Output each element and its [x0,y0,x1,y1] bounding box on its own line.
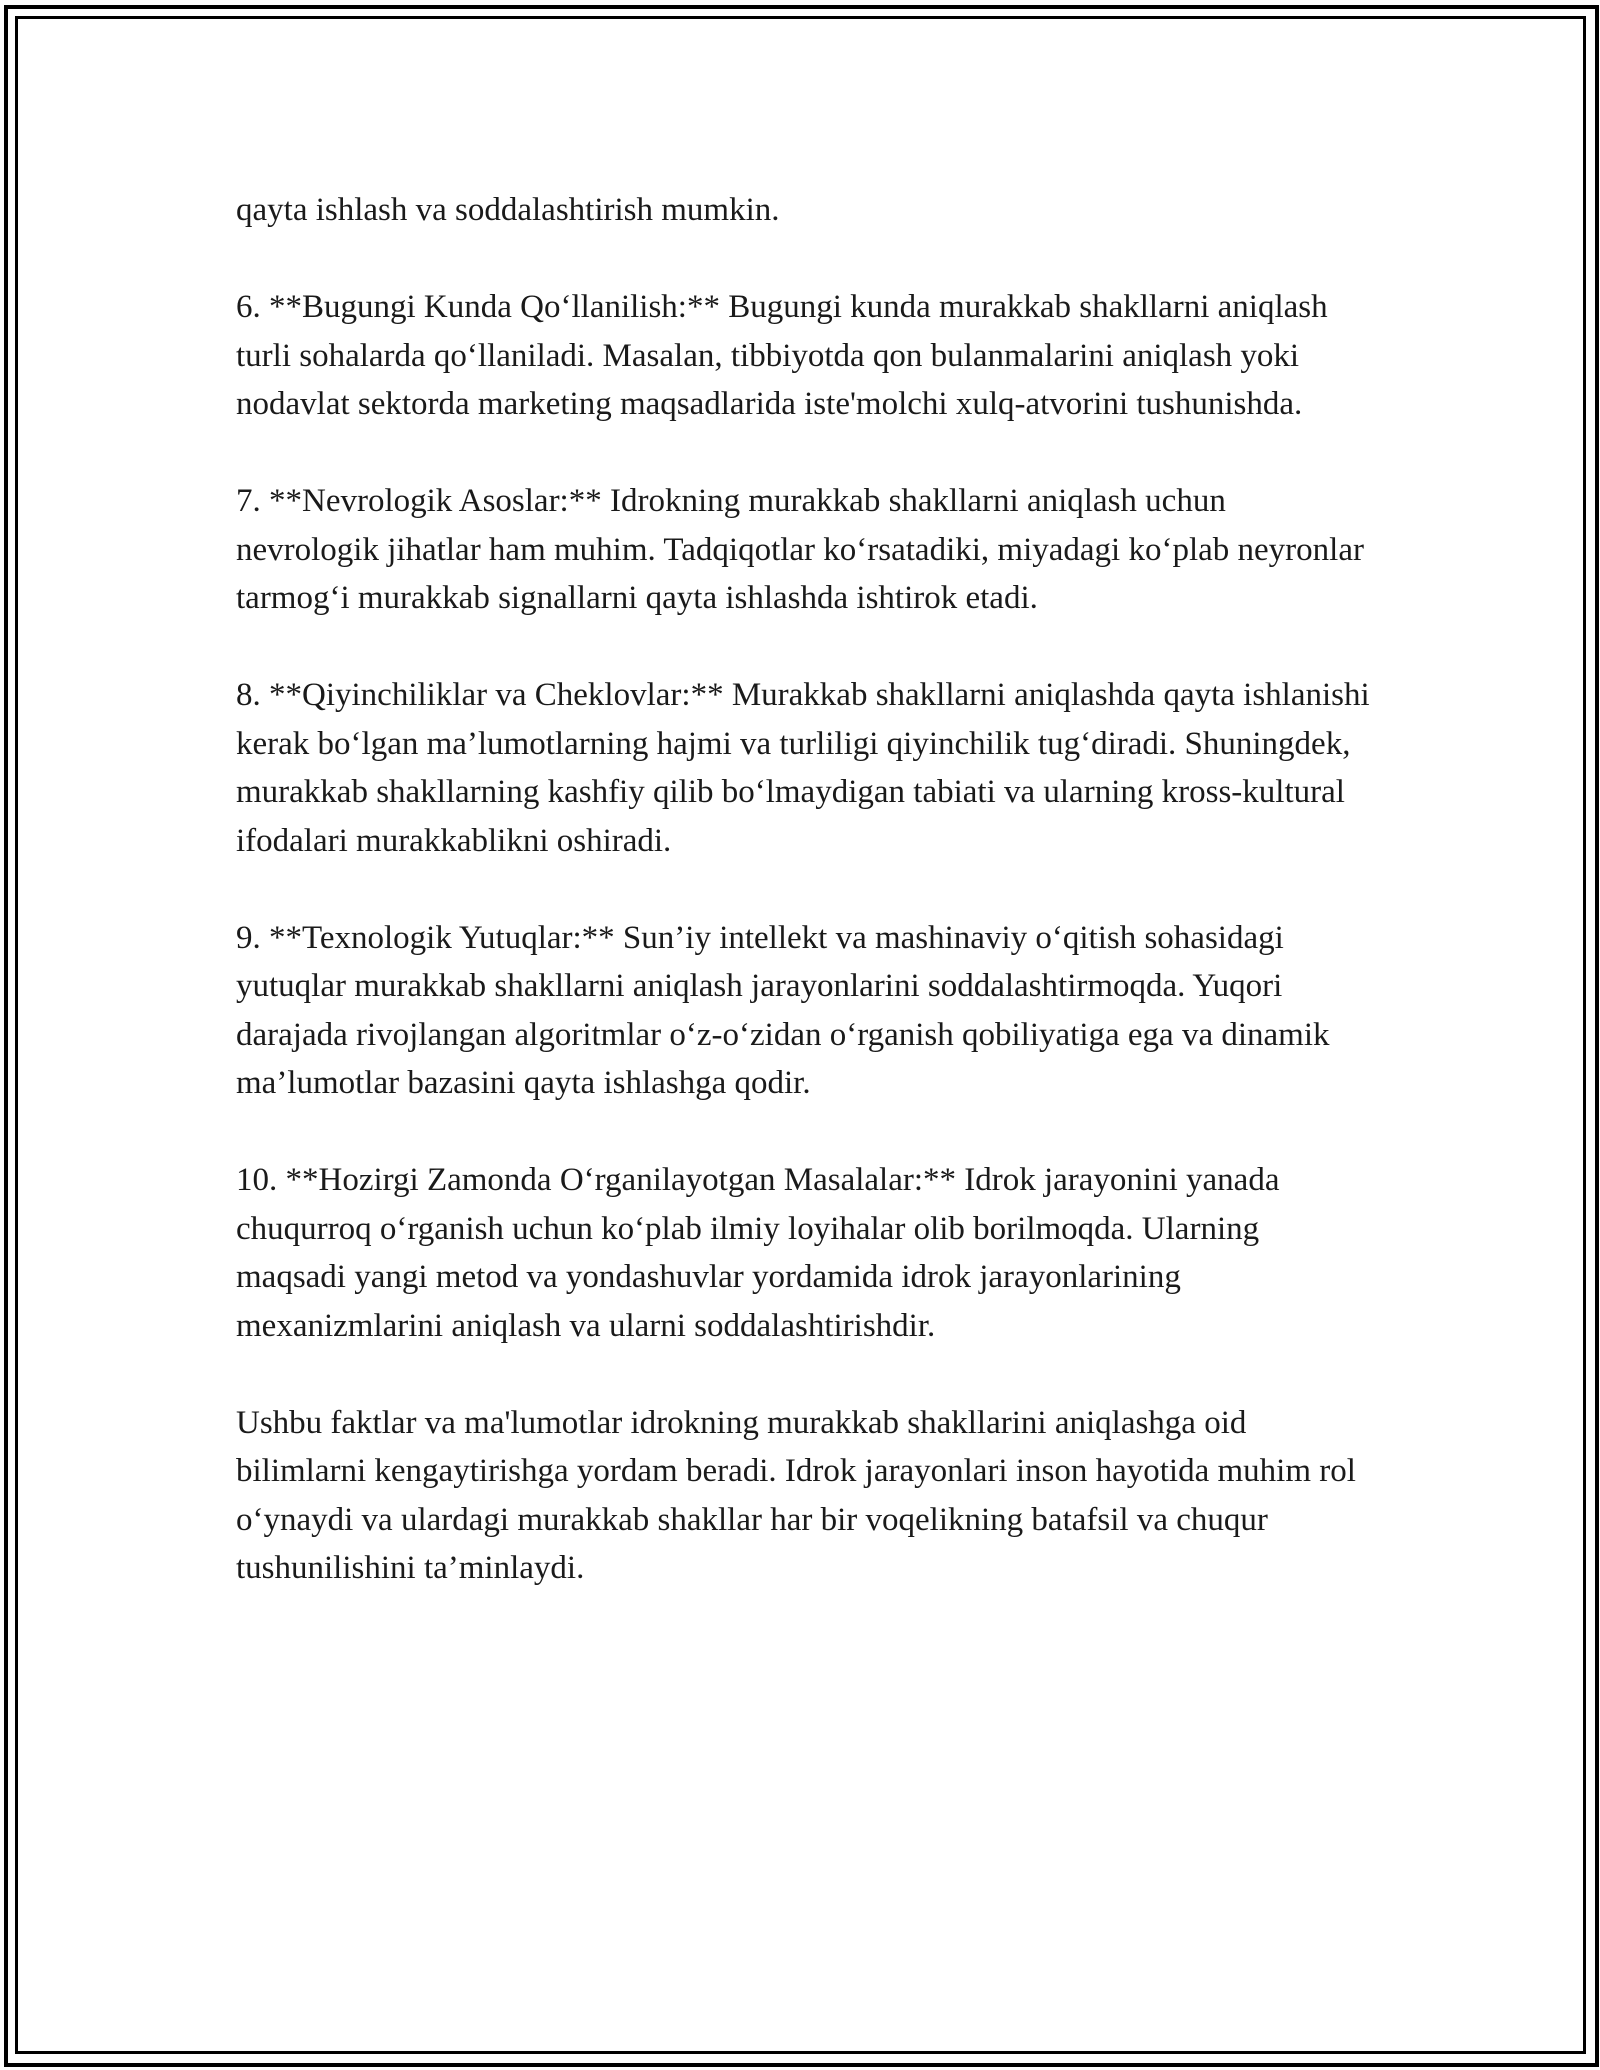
paragraph-conclusion: Ushbu faktlar va ma'lumotlar idrokning murakkab shakllarini aniqlashga oid bilimlarni kengaytirishga yordam beradi. Idrok jarayonlari inson hayotida muhim rol o‘ynaydi va ulardagi murakkab shakllar har bir voqelikning batafsil va chuqur tushunilishini ta’minlaydi. [236,1404,1356,1586]
paragraph-intro-continuation: qayta ishlash va soddalashtirish mumkin. [236,192,780,228]
paragraph-point-6: 6. **Bugungi Kunda Qo‘llanilish:** Bugungi kunda murakkab shakllarni aniqlash turli sohalarda qo‘llaniladi. Masalan, tibbiyotda qon bulanmalarini aniqlash yoki nodavlat sektorda marketing maqsadlarida iste'molchi xulq-atvorini tushunishda. [236,289,1328,422]
document-body [236,186,1376,1641]
paragraph-point-8: 8. **Qiyinchiliklar va Cheklovlar:** Murakkab shakllarni aniqlashda qayta ishlanishi kerak bo‘lgan ma’lumotlarning hajmi va turliligi qiyinchilik tug‘diradi. Shuningdek, murakkab shakllarning kashfiy qilib bo‘lmaydigan tabiati va ularning kross-kultural ifodalari murakkablikni oshiradi. [236,677,1370,859]
paragraph-point-9: 9. **Texnologik Yutuqlar:** Sun’iy intellekt va mashinaviy o‘qitish sohasidagi yutuqlar murakkab shakllarni aniqlash jarayonlarini soddalashtirmoqda. Yuqori darajada rivojlangan algoritmlar o‘z-o‘zidan o‘rganish qobiliyatiga ega va dinamik ma’lumotlar bazasini qayta ishlashga qodir. [236,919,1330,1101]
paragraph-point-7: 7. **Nevrologik Asoslar:** Idrokning murakkab shakllarni aniqlash uchun nevrologik jihatlar ham muhim. Tadqiqotlar ko‘rsatadiki, miyadagi ko‘plab neyronlar tarmog‘i murakkab signallarni qayta ishlashda ishtirok etadi. [236,483,1364,616]
paragraph-point-10: 10. **Hozirgi Zamonda O‘rganilayotgan Masalalar:** Idrok jarayonini yanada chuqurroq o‘rganish uchun ko‘plab ilmiy loyihalar olib borilmoqda. Ularning maqsadi yangi metod va yondashuvlar yordamida idrok jarayonlarining mexanizmlarini aniqlash va ularni soddalashtirishdir. [236,1162,1280,1344]
